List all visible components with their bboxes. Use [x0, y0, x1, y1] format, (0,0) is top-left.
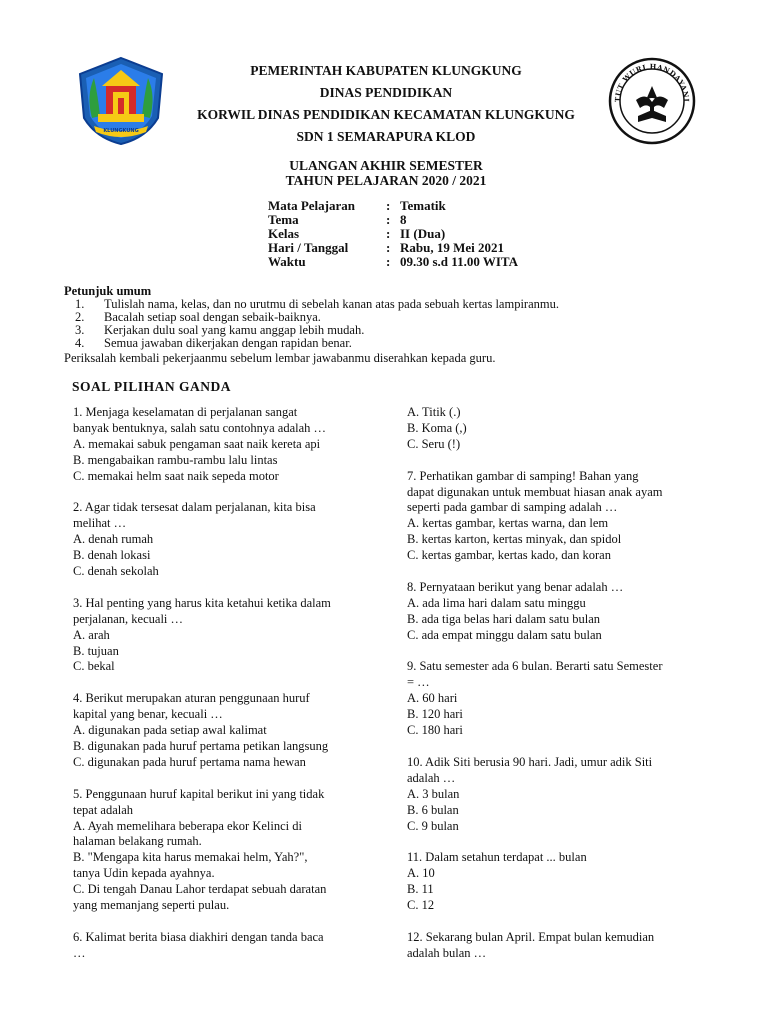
question-line: C. bekal: [73, 659, 115, 674]
info-value: 09.30 s.d 11.00 WITA: [400, 254, 518, 269]
question-block: [407, 405, 727, 453]
instructions-title: Petunjuk umum: [64, 284, 152, 298]
info-value: 8: [400, 212, 407, 227]
question-line: tepat adalah: [73, 802, 134, 817]
question-line: C. Di tengah Danau Lahor terdapat sebuah daratan: [73, 882, 327, 897]
question-line: 1. Menjaga keselamatan di perjalanan sangat: [73, 405, 298, 419]
question-line: halaman belakang rumah.: [73, 834, 202, 849]
question-line: A. digunakan pada setiap awal kalimat: [73, 723, 267, 738]
instruction-number: 2.: [75, 310, 85, 324]
question-line: A. arah: [73, 627, 110, 642]
question-line: C. digunakan pada huruf pertama nama hewan: [73, 754, 306, 769]
question-line: adalah bulan …: [407, 945, 487, 960]
school-header: [170, 60, 602, 148]
question-line: C. 12: [407, 898, 435, 913]
logo-right-text: TUT WURI HANDAYANI: [612, 61, 692, 103]
question-block: [73, 405, 373, 485]
instruction-number: 1.: [75, 297, 85, 311]
question-line: 3. Hal penting yang harus kita ketahui ketika dalam: [73, 595, 331, 610]
question-line: B. tujuan: [73, 643, 119, 658]
question-line: B. "Mengapa kita harus memakai helm, Yah?",: [73, 850, 308, 865]
info-label: Waktu: [268, 254, 306, 269]
instructions-note: Periksalah kembali pekerjaanmu sebelum lembar jawabanmu diserahkan kepada guru.: [64, 351, 496, 365]
question-line: 12. Sekarang bulan April. Empat bulan kemudian: [407, 929, 655, 944]
question-line: B. 120 hari: [407, 707, 463, 722]
question-line: A. ada lima hari dalam satu minggu: [407, 595, 586, 610]
question-line: 4. Berikut merupakan aturan penggunaan huruf: [73, 691, 310, 706]
question-line: B. denah lokasi: [73, 548, 151, 563]
question-block: [407, 755, 727, 835]
header-school-name: SDN 1 SEMARAPURA KLOD: [296, 129, 476, 144]
question-line: 2. Agar tidak tersesat dalam perjalanan, kita bisa: [73, 500, 316, 515]
question-line: C. ada empat minggu dalam satu bulan: [407, 627, 602, 642]
question-block: [73, 500, 373, 580]
info-label: Mata Pelajaran: [268, 198, 356, 213]
question-line: A. 10: [407, 866, 435, 881]
info-value: Rabu, 19 Mei 2021: [400, 240, 504, 255]
question-line: A. 3 bulan: [407, 786, 460, 801]
info-label: Hari / Tanggal: [268, 240, 349, 255]
question-block: [73, 596, 373, 676]
info-row-theme: Tema : 8: [268, 212, 407, 227]
question-line: 10. Adik Siti berusia 90 hari. Jadi, umur adik Siti: [407, 754, 653, 769]
question-line: perjalanan, kecuali …: [73, 611, 184, 626]
info-row-time: Waktu : 09.30 s.d 11.00 WITA: [268, 254, 518, 269]
klungkung-emblem-logo: [76, 56, 166, 146]
question-line: A. denah rumah: [73, 532, 154, 547]
question-line: A. 60 hari: [407, 691, 458, 706]
question-line: 7. Perhatikan gambar di samping! Bahan yang: [407, 468, 639, 483]
question-line: B. 6 bulan: [407, 802, 459, 817]
question-line: C. 9 bulan: [407, 818, 459, 833]
general-instructions: [64, 284, 744, 366]
questions-right-column: [407, 405, 727, 978]
question-line: banyak bentuknya, salah satu contohnya adalah …: [73, 420, 327, 435]
question-line: A. Ayah memelihara beberapa ekor Kelinci di: [73, 818, 302, 833]
instruction-text: Tulislah nama, kelas, dan no urutmu di sebelah kanan atas pada sebuah kertas lampiranmu.: [104, 297, 559, 311]
exam-title-year: TAHUN PELAJARAN 2020 / 2021: [285, 173, 487, 188]
question-line: B. Koma (,): [407, 420, 467, 435]
question-line: C. kertas gambar, kertas kado, dan koran: [407, 548, 611, 563]
question-block: [73, 787, 373, 914]
questions-left-column: [73, 405, 373, 978]
instruction-item: [64, 337, 744, 350]
info-row-class: Kelas : II (Dua): [268, 226, 446, 241]
question-block: [407, 469, 727, 564]
exam-title: [170, 158, 602, 188]
question-line: kapital yang benar, kecuali …: [73, 707, 223, 722]
question-line: …: [73, 945, 86, 960]
exam-title-main: ULANGAN AKHIR SEMESTER: [289, 158, 483, 173]
header-department: DINAS PENDIDIKAN: [319, 85, 453, 100]
question-block: [73, 691, 373, 771]
question-line: 8. Pernyataan berikut yang benar adalah …: [407, 579, 624, 594]
question-line: yang memanjang seperti pulau.: [73, 898, 230, 913]
question-line: B. ada tiga belas hari dalam satu bulan: [407, 611, 600, 626]
question-line: = …: [407, 675, 430, 690]
exam-info: [268, 199, 518, 269]
logo-left-text: KLUNGKUNG: [103, 128, 139, 134]
question-block: [407, 930, 727, 962]
question-line: dapat digunakan untuk membuat hiasan anak ayam: [407, 484, 663, 499]
question-line: tanya Udin kepada ayahnya.: [73, 866, 215, 881]
question-line: A. memakai sabuk pengaman saat naik kereta api: [73, 436, 321, 451]
question-line: seperti pada gambar di samping adalah …: [407, 500, 618, 515]
question-line: adalah …: [407, 770, 456, 785]
question-line: C. Seru (!): [407, 436, 461, 451]
question-line: C. memakai helm saat naik sepeda motor: [73, 468, 279, 483]
question-block: [407, 580, 727, 644]
question-block: [407, 659, 727, 739]
question-line: C. 180 hari: [407, 723, 463, 738]
info-row-date: Hari / Tanggal : Rabu, 19 Mei 2021: [268, 240, 504, 255]
instruction-number: 3.: [75, 323, 85, 337]
header-district-office: KORWIL DINAS PENDIDIKAN KECAMATAN KLUNGKUNG: [197, 107, 575, 122]
info-row-subject: Mata Pelajaran : Tematik: [268, 198, 446, 213]
question-block: [407, 850, 727, 914]
question-line: B. kertas karton, kertas minyak, dan spidol: [407, 532, 622, 547]
instruction-text: Semua jawaban dikerjakan dengan rapidan benar.: [104, 336, 352, 350]
question-line: 6. Kalimat berita biasa diakhiri dengan tanda baca: [73, 929, 324, 944]
header-government: PEMERINTAH KABUPATEN KLUNGKUNG: [250, 63, 522, 78]
question-line: B. 11: [407, 882, 434, 897]
question-line: B. digunakan pada huruf pertama petikan langsung: [73, 738, 329, 753]
instruction-text: Bacalah setiap soal dengan sebaik-baiknya.: [104, 310, 321, 324]
instruction-number: 4.: [75, 336, 85, 350]
question-line: C. denah sekolah: [73, 564, 159, 579]
info-label: Kelas: [268, 226, 300, 241]
question-line: melihat …: [73, 516, 127, 531]
question-line: A. kertas gambar, kertas warna, dan lem: [407, 516, 609, 531]
tut-wuri-handayani-logo: [606, 56, 698, 146]
info-value: Tematik: [400, 198, 446, 213]
instruction-text: Kerjakan dulu soal yang kamu anggap lebih mudah.: [104, 323, 365, 337]
question-block: [73, 930, 373, 962]
info-label: Tema: [268, 212, 299, 227]
question-line: 9. Satu semester ada 6 bulan. Berarti satu Semester: [407, 659, 663, 674]
question-line: A. Titik (.): [407, 405, 461, 419]
question-line: 11. Dalam setahun terdapat ... bulan: [407, 850, 587, 865]
info-value: II (Dua): [400, 226, 446, 241]
question-line: B. mengabaikan rambu-rambu lalu lintas: [73, 452, 278, 467]
section-title: SOAL PILIHAN GANDA: [72, 379, 232, 394]
question-line: 5. Penggunaan huruf kapital berikut ini yang tidak: [73, 786, 325, 801]
